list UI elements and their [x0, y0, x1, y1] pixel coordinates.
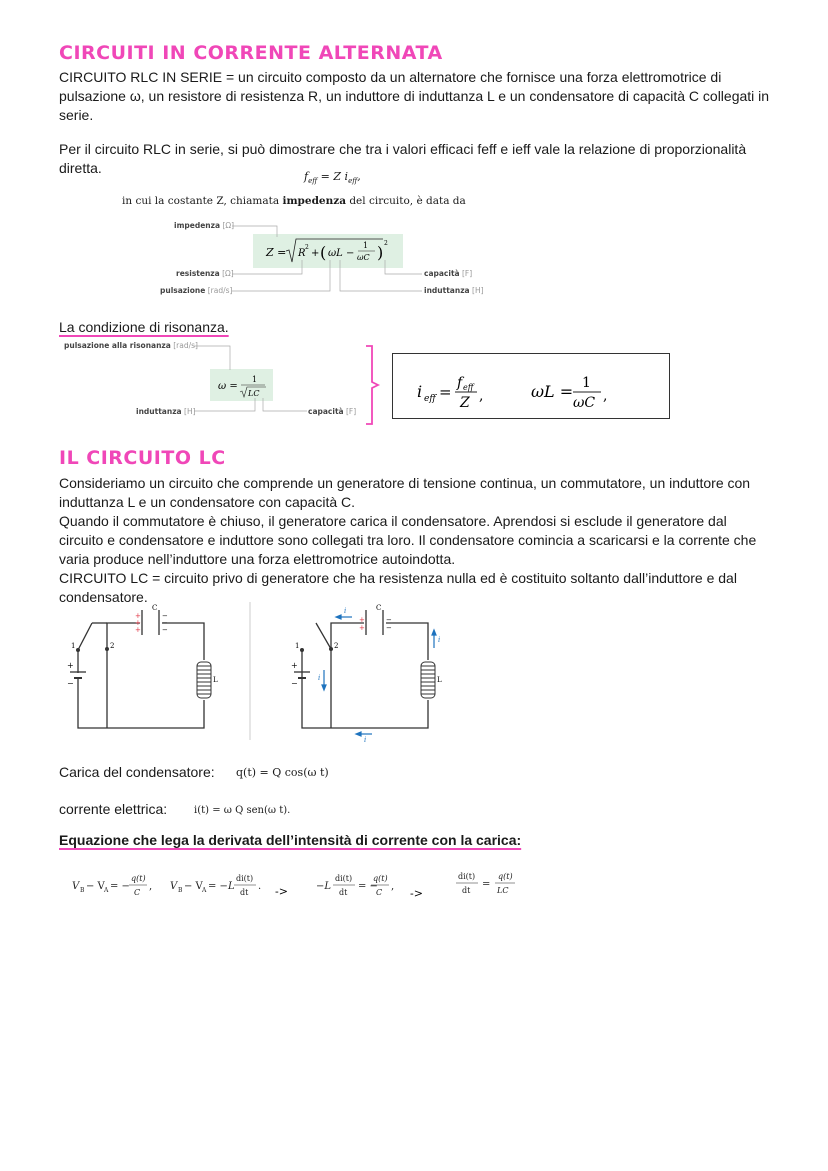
label-resonance-induttanza: induttanza [H] [136, 407, 196, 416]
svg-text:C: C [376, 604, 382, 612]
svg-text:R: R [298, 248, 306, 259]
text-line: diretta. [59, 160, 102, 176]
text-line: serie. [59, 107, 94, 123]
svg-text:i: i [438, 636, 441, 644]
text-line: pulsazione ω, un resistore di resistenza R, un induttore di induttanza L e un condensatore di capacità C collegati in [59, 88, 770, 104]
label-resonance-pulsation: pulsazione alla risonanza [rad/s] [64, 341, 198, 350]
text-line: circuito e condensatore e induttore sono collegati tra loro. Il condensatore comincia a scaricarsi e la corrente che [59, 532, 757, 548]
svg-text:eff: eff [463, 383, 474, 392]
svg-text:−: − [386, 624, 392, 632]
svg-text:=: = [482, 879, 491, 890]
svg-text:(: ( [320, 243, 327, 262]
svg-text:1: 1 [295, 642, 300, 650]
svg-text:+: + [359, 624, 365, 632]
svg-text:di(t): di(t) [458, 872, 476, 881]
svg-text:−: − [67, 679, 74, 688]
svg-text:q(t): q(t) [498, 872, 513, 881]
label-capacita: capacità [F] [424, 269, 473, 278]
derivative-heading: Equazione che lega la derivata dell’intensità di corrente con la carica: [59, 832, 522, 848]
section-title-alternating-current: CIRCUITI IN CORRENTE ALTERNATA [59, 42, 443, 64]
impedance-diagram [150, 215, 490, 300]
label-impedenza: impedenza [Ω] [174, 221, 235, 230]
svg-text:V: V [72, 881, 80, 892]
svg-text:1: 1 [252, 375, 258, 384]
circuit-charging [78, 610, 204, 728]
svg-text:ωC: ωC [573, 395, 596, 411]
label-resonance-capacita: capacità [F] [308, 407, 357, 416]
svg-text:+: + [135, 626, 141, 634]
svg-text:2: 2 [334, 642, 339, 650]
svg-text:q(t): q(t) [131, 874, 146, 883]
svg-text:dt: dt [240, 888, 249, 897]
text-line: Consideriamo un circuito che comprende un generatore di tensione continua, un commutatore, un induttore con [59, 475, 751, 491]
svg-text:−L: −L [316, 881, 332, 892]
boxed-equations [393, 354, 669, 418]
text-line: CIRCUITO LC = circuito privo di generatore che ha resistenza nulla ed è costituito soltanto dall’induttore e dal [59, 570, 737, 586]
text-line: condensatore. [59, 589, 148, 605]
svg-text:+: + [135, 612, 141, 620]
text-line: Quando il commutatore è chiuso, il generatore carica il condensatore. Aprendosi si esclude il generatore dal [59, 513, 727, 529]
svg-text:i: i [318, 674, 321, 682]
svg-text:Z: Z [460, 395, 470, 411]
svg-text:=: = [439, 383, 452, 401]
text-line: CIRCUITO RLC IN SERIE = un circuito composto da un alternatore che fornisce una forza elettromotrice di [59, 69, 722, 85]
arrow-2: -> [410, 887, 423, 900]
svg-text:di(t): di(t) [335, 874, 353, 883]
svg-text:−: − [386, 616, 392, 624]
label-resistenza: resistenza [Ω] [176, 269, 234, 278]
charge-label: Carica del condensatore: [59, 764, 215, 780]
svg-text:q(t): q(t) [373, 874, 388, 883]
svg-text:f: f [457, 375, 463, 391]
lc-circuit-diagrams [60, 600, 460, 745]
svg-text:ωC: ωC [357, 253, 370, 262]
svg-text:A: A [104, 887, 109, 894]
svg-text:= −: = − [110, 881, 130, 892]
resonance-diagram [60, 340, 390, 430]
current-equation: i(t) = ω Q sen(ω t). [194, 805, 291, 816]
svg-text:C: C [376, 888, 383, 897]
svg-text:+: + [359, 616, 365, 624]
svg-text:i: i [344, 607, 347, 615]
svg-text:eff: eff [424, 394, 436, 404]
text-line: Per il circuito RLC in serie, si può dimostrare che tra i valori efficaci feff e ieff vale la relazione di proporzionalità [59, 141, 747, 157]
rlc-definition [59, 68, 779, 125]
lc-paragraph [59, 474, 799, 607]
boxed-eq-omegaL: ωL = [531, 382, 574, 401]
resonance-formula-text: ω = [218, 381, 238, 392]
svg-text:2: 2 [110, 642, 115, 650]
current-label: corrente elettrica: [59, 801, 168, 817]
svg-text:,: , [479, 388, 484, 404]
derivative-equations [60, 862, 540, 902]
charge-equation: q(t) = Q cos(ω t) [236, 766, 329, 779]
svg-text:L: L [213, 676, 218, 684]
svg-text:B: B [80, 887, 85, 894]
svg-text:,: , [391, 881, 395, 892]
svg-text:): ) [377, 243, 384, 262]
circuit-discharging [291, 604, 442, 744]
svg-text:+: + [311, 248, 320, 259]
svg-text:− V: − V [86, 881, 105, 892]
svg-text:C: C [134, 888, 141, 897]
svg-text:B: B [178, 887, 183, 894]
svg-text:LC: LC [248, 389, 260, 398]
svg-text:−: − [162, 626, 168, 634]
label-pulsazione: pulsazione [rad/s] [160, 286, 233, 295]
svg-text:−: − [162, 619, 168, 627]
pink-brace [362, 344, 382, 426]
svg-text:1: 1 [71, 642, 76, 650]
svg-text:= −L: = −L [208, 881, 235, 892]
arrow-1: -> [275, 885, 288, 898]
resonance-diagram-lines [60, 340, 390, 430]
svg-text:+: + [67, 661, 74, 670]
svg-text:,: , [603, 388, 608, 404]
svg-text:ωL −: ωL − [328, 248, 355, 259]
svg-text:1: 1 [363, 241, 369, 250]
svg-text:dt: dt [339, 888, 348, 897]
svg-text:C: C [152, 604, 158, 612]
svg-text:2: 2 [305, 244, 309, 251]
impedance-sentence: in cui la costante Z, chiamata impedenza del circuito, è data da [122, 195, 466, 207]
svg-text:di(t): di(t) [236, 874, 254, 883]
svg-text:+: + [135, 619, 141, 627]
equation-feff: $f_{eff} = Z$ $i_{eff}$, [304, 170, 361, 186]
svg-text:L: L [437, 676, 442, 684]
svg-text:2: 2 [384, 240, 388, 247]
svg-text:V: V [170, 881, 178, 892]
label-induttanza: induttanza [H] [424, 286, 484, 295]
boxed-eq-ieff: i [417, 382, 423, 401]
svg-text:−: − [291, 679, 298, 688]
svg-text:LC: LC [497, 886, 509, 895]
text-line: varia produce nell’induttore una forza elettromotrice autoindotta. [59, 551, 456, 567]
proportionality-paragraph [59, 140, 779, 178]
svg-text:dt: dt [462, 886, 471, 895]
resonance-heading: La condizione di risonanza. [59, 319, 229, 335]
svg-text:−: − [162, 612, 168, 620]
svg-text:,: , [149, 881, 153, 892]
svg-text:+: + [291, 661, 298, 670]
svg-text:.: . [258, 881, 262, 892]
svg-text:1: 1 [582, 375, 591, 391]
svg-text:A: A [202, 887, 207, 894]
svg-text:= −: = − [358, 881, 378, 892]
resonance-result-box [392, 353, 670, 419]
svg-text:i: i [364, 736, 367, 744]
text-line: induttanza L e un condensatore con capacità C. [59, 494, 356, 510]
current-arrows [322, 615, 436, 736]
svg-text:− V: − V [184, 881, 203, 892]
section-title-lc-circuit: IL CIRCUITO LC [59, 447, 226, 469]
impedance-formula-text: Z = [266, 246, 287, 259]
